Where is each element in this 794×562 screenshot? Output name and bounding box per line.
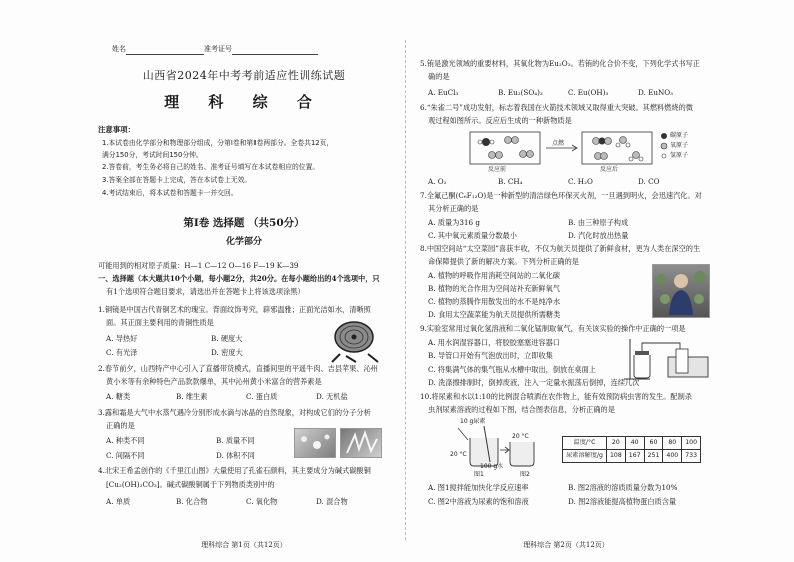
table-cell: 108 [606,450,625,463]
q1-options [106,333,316,344]
option[interactable]: B. 由三种原子构成 [568,218,629,227]
question-stem: 面。其正面主要利用的青铜性质是 [106,318,214,327]
question-stem: 黄小米等有余种特色产品款款爆单，其中沁州黄小米富含的营养素是 [106,377,322,386]
option[interactable]: B. Eu₂(SO₄)₃ [498,88,543,97]
question-stem: 8.中国空间站“太空菜园”喜获丰收，不仅为航天员提供了新鲜食材，更为人类在深空的生 [420,244,701,253]
option[interactable]: C. H₂O [568,177,593,186]
q5-options [428,87,708,98]
table-cell: 60 [644,437,663,450]
option[interactable]: A. 糖类 [106,392,131,401]
before-label: 反应前 [488,166,507,173]
table-cell: 733 [682,450,701,463]
note-item: 4.考试结束后，将本试卷和答题卡一并交回。 [102,189,238,197]
question-stem: 确的是 [428,72,450,81]
q2-options [106,391,386,402]
table-cell: 20 [606,437,625,450]
question-stem: 正确的是 [106,421,135,430]
table-cell: 100 [682,437,701,450]
legend-oxygen: 氧原子 [670,142,689,149]
option[interactable]: A. 导热好 [106,334,138,343]
instruction-line: 有1个选项符合题目要求，请选出并在答题卡上将该选项涂黑） [106,287,305,296]
q7-options [428,230,708,241]
after-label: 反应后 [600,166,619,173]
table-row [563,437,701,450]
option[interactable]: A. 种类不同 [106,436,145,445]
fig-label: 10 g尿素 [460,418,486,425]
option[interactable]: D. 图2溶液能提高植物蛋白质含量 [568,497,677,506]
note-item: 3.答案全部在答题卡上完成，答在本试卷上无效。 [102,176,252,184]
option[interactable]: A. O₂ [428,177,447,186]
name-field[interactable] [126,47,204,55]
question-stem: [Cu₂(OH)₂CO₃]。碱式碳酸铜属于下列物质类别中的 [106,480,275,489]
question-stem: 7.全氟己酮(C₆F₁₂O)是一种新型的清洁绿色环保灭火剂，一旦遇到明火，会迅速汽化。对 [420,191,702,200]
question-stem: 3.露和霜是大气中水蒸气遇冷分别形成水滴与冰晶的自然现象，对构成它们的分子分析 [98,408,371,417]
page-footer: 理科综合 第2页（共12页） [523,541,609,549]
table-row-label: 温度/°C [563,437,607,450]
option[interactable]: A. 图1搅拌能加快化学反应速率 [428,483,529,492]
option[interactable]: C. 其中氧元素质量分数最小 [428,231,517,240]
frost-photo [340,428,382,458]
option[interactable]: A. 植物的呼吸作用消耗空间站的二氧化碳 [428,271,560,280]
table-cell: 167 [625,450,644,463]
q7-options [428,217,708,228]
astronaut-photo [652,264,710,318]
question-stem: 1.铜镜是中国古代青铜艺术的瑰宝。背面纹饰考究，辟邪温雅；正面光洁如水，清晰照 [98,305,371,314]
q10-options [428,496,708,507]
option[interactable]: B. 质量不同 [216,436,255,445]
q4-options [106,496,386,507]
column-divider [405,40,406,540]
option[interactable]: A. 单质 [106,497,131,506]
option[interactable]: A. 质量为316 g [428,218,480,227]
option[interactable]: C. 氧化物 [246,497,278,506]
option[interactable]: B. 硬度大 [211,334,243,343]
question-stem: 9.实验室常用过氧化氢溶液和二氧化锰制取氧气，有关该实验的操作中正确的一项是 [420,324,686,333]
option[interactable]: C. 将集满气体的集气瓶从水槽中取出，倒放在桌面上 [428,365,596,374]
option[interactable]: D. 无机盐 [316,392,348,401]
option[interactable]: D. 密度大 [211,348,243,357]
bronze-mirror-image [326,318,384,364]
exam-id-field[interactable] [232,47,318,55]
question-stem: 2.春节前夕，山西特产中心引入了直播带货模式，直播间里的平遥牛肉、吉县苹果、沁州 [98,364,378,373]
note-item: 满分150分，考试时间150分钟。 [102,151,203,159]
fig-label: 图2 [520,471,530,478]
option[interactable]: D. 混合物 [316,497,348,506]
option[interactable]: B. 导管口开始有气泡放出时，立即收集 [428,351,553,360]
left-column [98,0,390,562]
option[interactable]: C. 图2中溶液为尿素的饱和溶液 [428,497,529,506]
ignite-label: 点燃 [552,140,565,147]
notes-heading: 注意事项： [98,125,135,134]
q10-options [428,482,708,493]
right-column [420,0,712,562]
subject-title: 理 科 综 合 [164,93,324,111]
legend-carbon: 碳原子 [670,132,689,139]
gas-collection-apparatus [620,335,712,381]
fig-label: 图1 [474,471,484,478]
fig-label: 100 g水 [480,463,504,470]
question-stem: 10.将尿素和水以1:10的比例混合喷洒在农作物上，能有效预防病虫害的发生。配制杀 [420,392,692,401]
option[interactable]: C. 植物的蒸腾作用散发出的水不是纯净水 [428,297,561,306]
section-title: 第Ⅰ卷 选择题 （共50分） [183,217,305,229]
exam-id-label: 准考证号 [204,45,232,53]
option[interactable]: D. 食用太空蔬菜能为航天员提供所需糖类 [428,310,561,319]
q3-options [106,435,326,446]
candidate-info-line [112,44,318,55]
question-stem: 其分析正确的是 [428,204,479,213]
dew-photo [294,428,336,458]
instruction-line: 一、选择题（本大题共10个小题，每小题2分，共20分。在每小题给出的4个选项中，只 [98,274,380,283]
option[interactable]: D. 体积不同 [216,451,255,460]
option[interactable]: A. EuCl₃ [428,88,459,97]
option[interactable]: B. 植物的光合作用为空间站补充新鲜氧气 [428,284,561,293]
question-stem: 命保障提供了新的解决方案。下列分析正确的是 [428,257,579,266]
solubility-table [562,436,701,463]
option[interactable]: B. 化合物 [176,497,208,506]
option[interactable]: B. 图2溶液的溶质质量分数为10% [568,483,678,492]
question-stem: 5.铕是激光领域的重要材料，其氧化物为Eu₂O₃。若铕的化合价不变，下列化学式书写正 [420,59,700,68]
question-stem: 虫剂尿素溶液的过程如下图，结合图表信息，分析正确的是 [428,405,615,414]
option[interactable]: D. 汽化时放出热量 [568,231,629,240]
option[interactable]: B. CH₄ [498,177,523,186]
exam-title: 山西省2024年中考考前适应性训练试题 [142,69,346,82]
option[interactable]: D. 洗涤擦排制时，倒掉废液，注入一定量水振荡后倒掉，连续几次 [428,378,640,387]
q1-options [106,347,316,358]
table-row [563,450,701,463]
table-cell: 80 [663,437,682,450]
section-subtitle: 化学部分 [225,237,262,247]
option[interactable]: C. 间隔不同 [106,451,145,460]
note-item: 2.答卷前，考生务必将自己的姓名、准考证号填写在本试卷相应的位置。 [102,163,320,171]
table-cell: 40 [625,437,644,450]
note-item: 1.本试卷由化学部分和物理部分组成，分第Ⅰ卷和第Ⅱ卷两部分。全卷共12页， [102,139,334,147]
page-footer: 理科综合 第1页（共12页） [201,541,287,549]
q6-options [428,176,708,187]
atomic-masses: 可能用到的相对原子质量：H—1 C—12 O—16 F—19 K—39 [98,261,299,270]
table-cell: 251 [644,450,663,463]
option[interactable]: A. 用水润湿容器口，将胶胶塞塞进容器口 [428,338,560,347]
name-label: 姓名 [112,45,126,53]
option[interactable]: D. CO [638,177,660,186]
option[interactable]: C. Eu(OH)₃ [568,88,609,97]
table-row-label: 尿素溶解度/g [563,450,607,463]
option[interactable]: D. EuNO₃ [638,88,674,97]
legend-hydrogen: 氢原子 [670,152,689,159]
q3-options [106,450,326,461]
option[interactable]: C. 蛋白质 [246,392,278,401]
fig-label: 20 °C [450,451,467,458]
question-stem: 4.北宋王希孟创作的《千里江山图》大量使用了孔雀石颜料，其主要成分为碱式碳酸铜 [98,466,371,475]
question-stem: 6.“朱雀二号”成功发射，标志着我国在火箭技术领域又取得重大突破。其燃料燃烧的微 [420,103,693,112]
question-stem: 观过程如图所示。反应后生成的一种新物质是 [428,116,572,125]
option[interactable]: C. 有光泽 [106,348,138,357]
fig-label: 20 °C [512,433,529,440]
option[interactable]: B. 维生素 [176,392,208,401]
table-cell: 400 [663,450,682,463]
